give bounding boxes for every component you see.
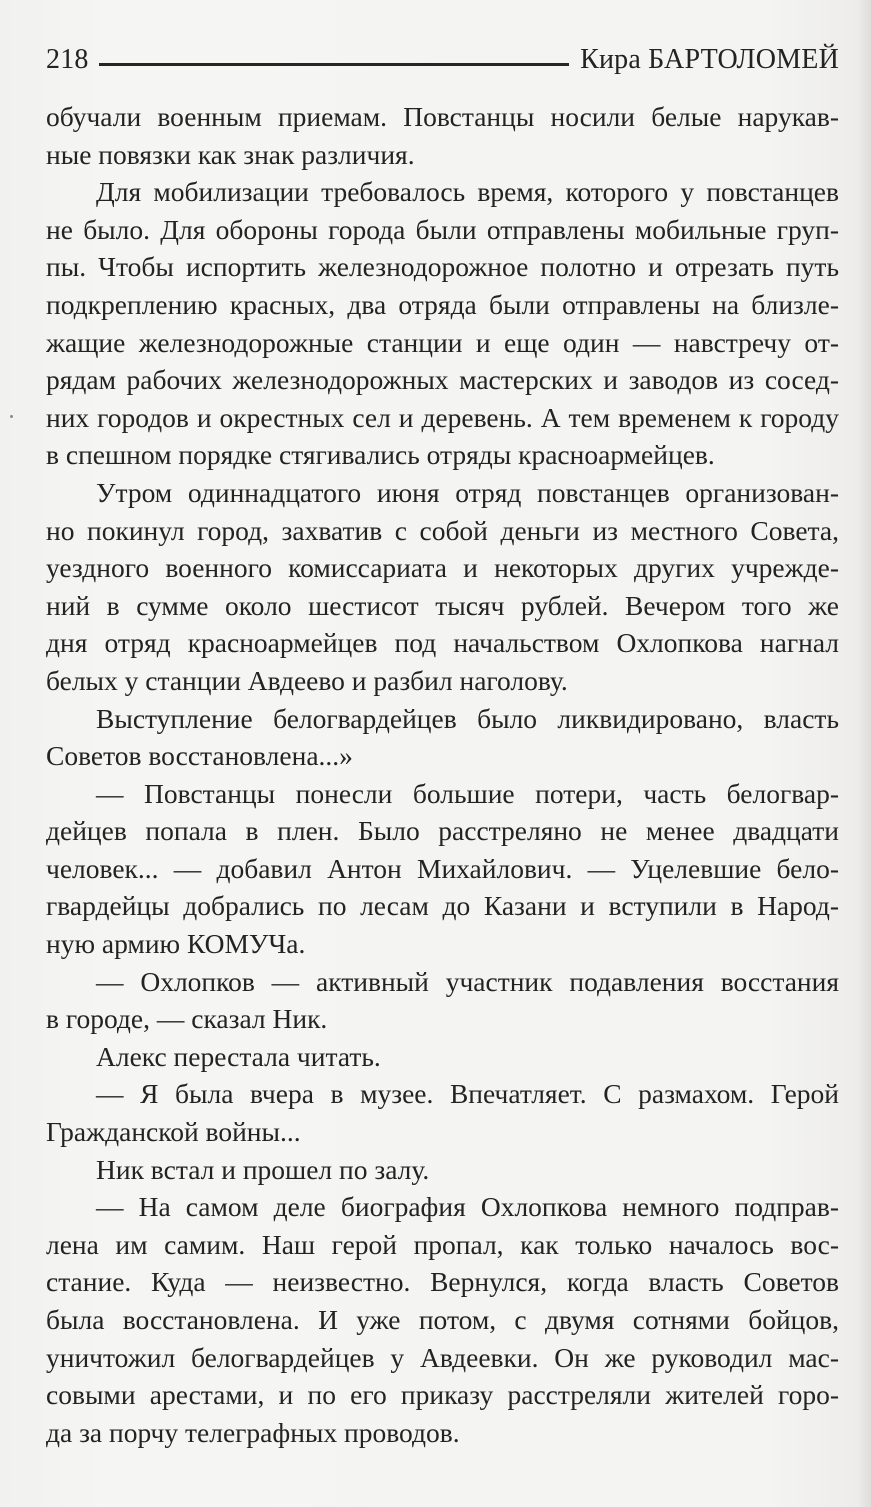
text-line: ную армию КОМУЧа. bbox=[46, 928, 306, 960]
paragraph-first-line: Выступление белогвардейцев было ликвидировано, власть bbox=[96, 702, 839, 734]
paragraph-first-line: Ник встал и прошел по залу. bbox=[96, 1153, 430, 1185]
text-line: в спешном порядке стягивались отряды красноармейцев. bbox=[46, 439, 715, 471]
running-head-author: Кира БАРТОЛОМЕЙ bbox=[580, 44, 839, 75]
text-line: рядам рабочих железнодорожных мастерских и заводов из сосед- bbox=[46, 364, 839, 396]
text-line: обучали военным приемам. Повстанцы носили белые нарукав- bbox=[46, 101, 839, 132]
spine-shadow bbox=[857, 0, 871, 1507]
text-line: дейцев попала в плен. Было расстреляно не менее двадцати bbox=[46, 815, 839, 847]
text-line: стание. Куда — неизвестно. Вернулся, когда власть Советов bbox=[46, 1266, 839, 1298]
paragraph-first-line: — Повстанцы понесли большие потери, часть белогвар- bbox=[96, 777, 839, 809]
margin-speck bbox=[10, 415, 13, 418]
running-head bbox=[46, 40, 839, 80]
text-line: но покинул город, захватив с собой деньги из местного Совета, bbox=[46, 514, 839, 546]
text-line: не было. Для обороны города были отправлены мобильные груп- bbox=[46, 213, 839, 245]
text-line: пы. Чтобы испортить железнодорожное полотно и отрезать путь bbox=[46, 251, 839, 283]
text-line: была восстановлена. И уже потом, с двумя сотнями бойцов, bbox=[46, 1304, 839, 1335]
paragraph-first-line: Для мобилизации требовалось время, которого у повстанцев bbox=[96, 176, 839, 208]
paragraph-first-line: — Охлопков — активный участник подавления восстания bbox=[96, 965, 839, 997]
header-rule bbox=[99, 63, 569, 66]
text-line: лена им самим. Наш герой пропал, как только началось вос- bbox=[46, 1228, 839, 1260]
paragraph-first-line: Утром одиннадцатого июня отряд повстанцев организован- bbox=[96, 476, 839, 508]
text-line: гвардейцы добрались по лесам до Казани и вступили в Народ- bbox=[46, 890, 839, 922]
paragraph-first-line: — Я была вчера в музее. Впечатляет. С размахом. Герой bbox=[96, 1078, 839, 1110]
text-line: ний в сумме около шестисот тысяч рублей. Вечером того же bbox=[46, 589, 839, 621]
paragraph-first-line: — На самом деле биография Охлопкова немного подправ- bbox=[96, 1191, 839, 1223]
text-line: уничтожил белогвардейцев у Авдеевки. Он же руководил мас- bbox=[46, 1341, 839, 1373]
text-line: белых у станции Авдеево и разбил наголову. bbox=[46, 664, 568, 696]
body-text bbox=[46, 98, 839, 1451]
text-line: человек... — добавил Антон Михайлович. — Уцелевшие бело- bbox=[46, 852, 839, 884]
text-line: уездного военного комиссариата и некоторых других учрежде- bbox=[46, 552, 839, 584]
page-number: 218 bbox=[46, 44, 89, 75]
text-line: ные повязки как знак различия. bbox=[46, 138, 415, 170]
text-line: в городе, — сказал Ник. bbox=[46, 1003, 328, 1035]
paragraph-first-line: Алекс перестала читать. bbox=[96, 1040, 381, 1072]
text-line: жащие железнодорожные станции и еще один — навстречу от- bbox=[46, 326, 839, 358]
text-line: подкреплению красных, два отряда были отправлены на близле- bbox=[46, 288, 839, 320]
text-line: них городов и окрестных сел и деревень. А тем временем к городу bbox=[46, 401, 839, 433]
text-line: совыми арестами, и по его приказу расстреляли жителей горо- bbox=[46, 1379, 839, 1411]
text-line: Гражданской войны... bbox=[46, 1116, 301, 1148]
text-line: да за порчу телеграфных проводов. bbox=[46, 1416, 460, 1448]
text-line: дня отряд красноармейцев под начальством Охлопкова нагнал bbox=[46, 627, 839, 659]
text-line: Советов восстановлена...» bbox=[46, 740, 353, 772]
